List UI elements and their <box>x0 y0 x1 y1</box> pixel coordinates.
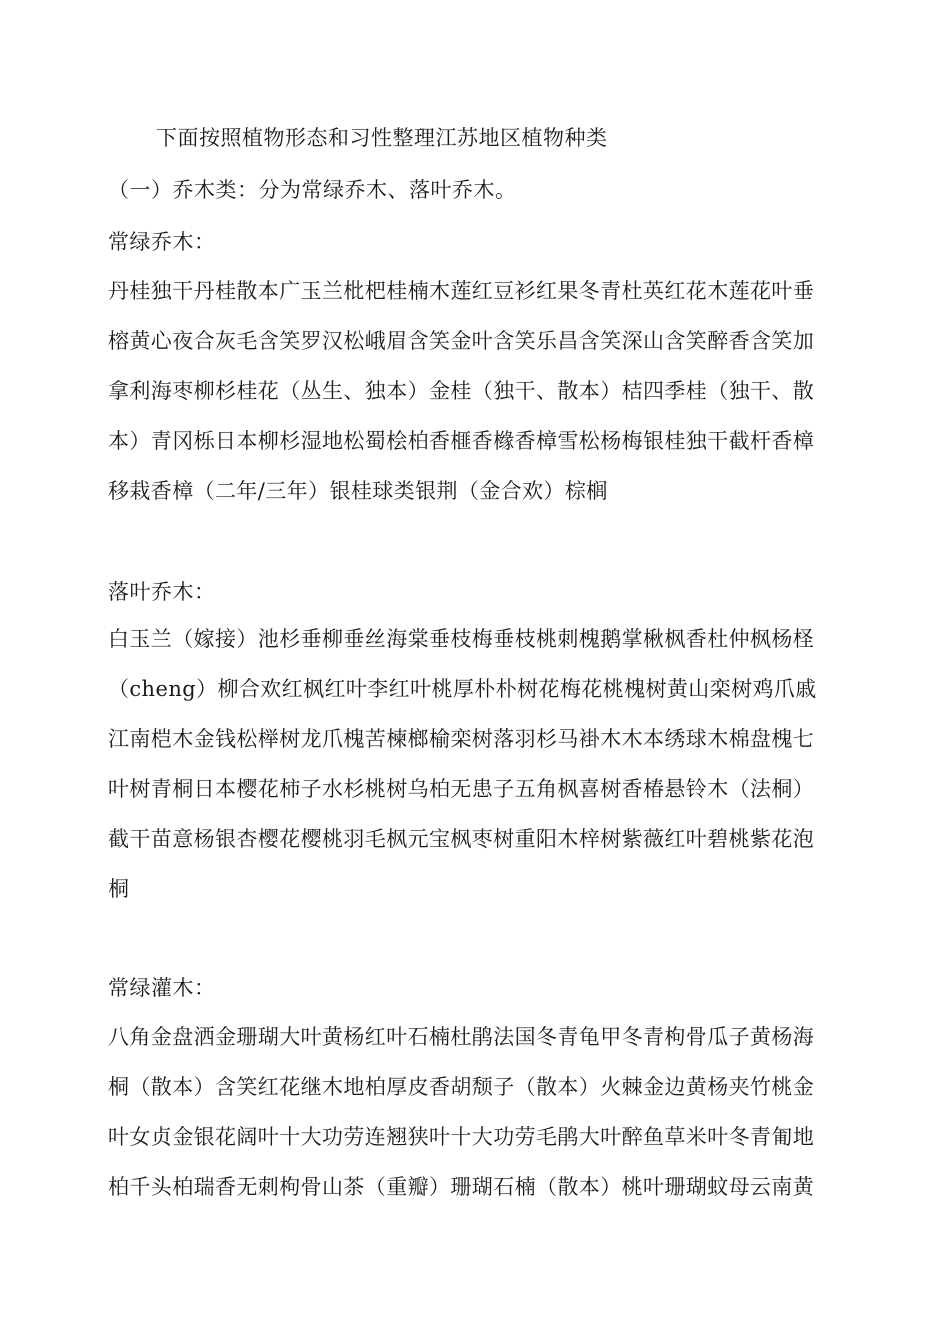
text-line: 榕黄心夜合灰毛含笑罗汉松峨眉含笑金叶含笑乐昌含笑深山含笑醉香含笑加 <box>108 329 815 353</box>
text-line: 本）青冈栎日本柳杉湿地松蜀桧柏香榧香橼香樟雪松杨梅银桂独干截杆香樟 <box>108 429 815 453</box>
text-line: 八角金盘洒金珊瑚大叶黄杨红叶石楠杜鹃法国冬青龟甲冬青枸骨瓜子黄杨海 <box>108 1025 815 1049</box>
text-line: 桐 <box>108 877 130 901</box>
text-line: （cheng）柳合欢红枫红叶李红叶桃厚朴朴树花梅花桃槐树黄山栾树鸡爪戚 <box>108 677 817 701</box>
text-line: 白玉兰（嫁接）池杉垂柳垂丝海棠垂枝梅垂枝桃刺槐鹅掌楸枫香杜仲枫杨柽 <box>108 627 815 651</box>
text-line: 桐（散本）含笑红花继木地柏厚皮香胡颓子（散本）火棘金边黄杨夹竹桃金 <box>108 1075 815 1099</box>
paragraph-evergreen-trees <box>108 266 848 516</box>
paragraph-evergreen-shrubs <box>108 1012 848 1212</box>
heading-evergreen-shrubs: 常绿灌木： <box>108 976 216 1000</box>
section-heading-trees: （一）乔木类：分为常绿乔木、落叶乔木。 <box>108 178 517 202</box>
text-line: 柏千头柏瑞香无刺枸骨山茶（重瓣）珊瑚石楠（散本）桃叶珊瑚蚊母云南黄 <box>108 1175 815 1199</box>
text-line: 移栽香樟（二年/三年）银桂球类银荆（金合欢）棕榈 <box>108 479 608 503</box>
heading-evergreen-trees: 常绿乔木： <box>108 230 216 254</box>
document-title: 下面按照植物形态和习性整理江苏地区植物种类 <box>156 126 608 150</box>
text-line: 江南桤木金钱松榉树龙爪槐苦楝榔榆栾树落羽杉马褂木木本绣球木棉盘槐七 <box>108 727 815 751</box>
paragraph-deciduous-trees <box>108 614 848 914</box>
text-line: 叶树青桐日本樱花柿子水杉桃树乌柏无患子五角枫喜树香椿悬铃木（法桐） <box>108 777 815 801</box>
text-line: 丹桂独干丹桂散本广玉兰枇杷桂楠木莲红豆衫红果冬青杜英红花木莲花叶垂 <box>108 279 815 303</box>
text-line: 叶女贞金银花阔叶十大功劳连翘狭叶十大功劳毛鹃大叶醉鱼草米叶冬青匍地 <box>108 1125 815 1149</box>
heading-deciduous-trees: 落叶乔木： <box>108 580 216 604</box>
text-line: 截干苗意杨银杏樱花樱桃羽毛枫元宝枫枣树重阳木梓树紫薇红叶碧桃紫花泡 <box>108 827 815 851</box>
text-line: 拿利海枣柳杉桂花（丛生、独本）金桂（独干、散本）桔四季桂（独干、散 <box>108 379 815 403</box>
